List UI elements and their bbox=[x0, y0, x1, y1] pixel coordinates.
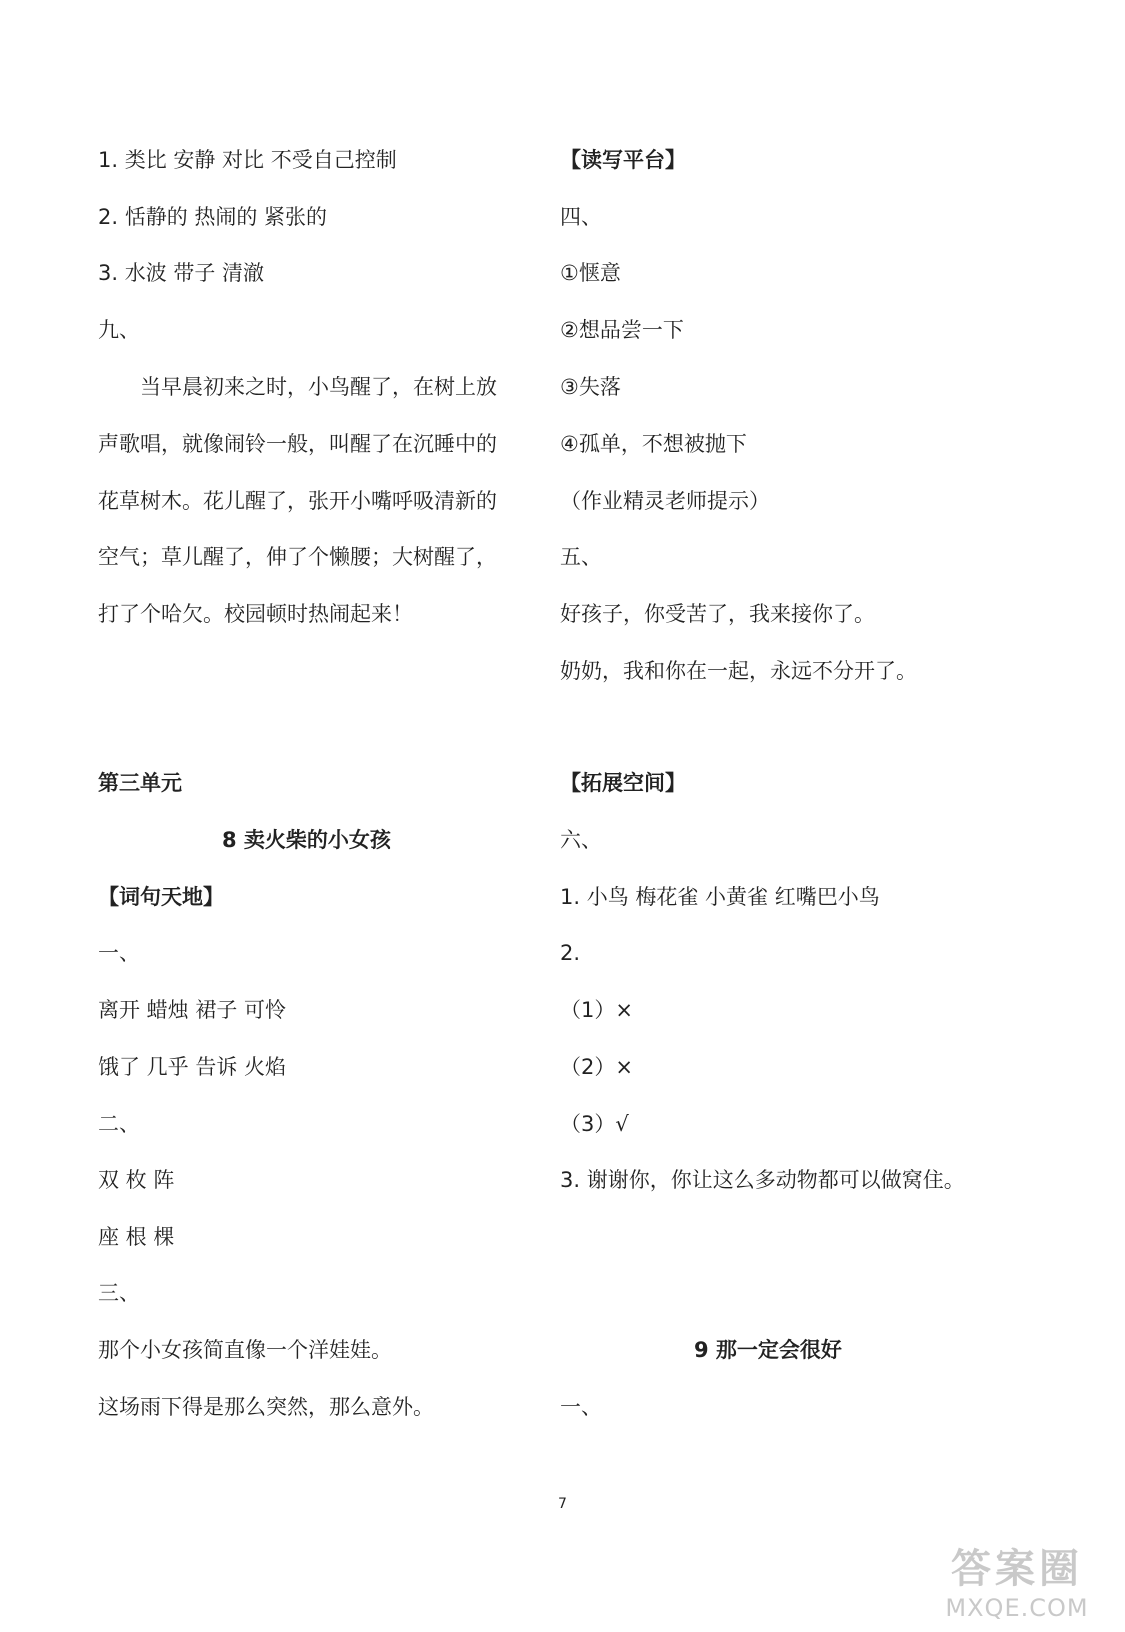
unit-heading: 第三单元 bbox=[98, 771, 182, 795]
paragraph-line: 当早晨初来之时，小鸟醒了，在树上放 bbox=[140, 375, 497, 399]
answer-line: 那个小女孩简直像一个洋娃娃。 bbox=[98, 1338, 392, 1362]
section-number: 一、 bbox=[560, 1395, 602, 1419]
paragraph-line: 声歌唱，就像闹铃一般，叫醒了在沉睡中的 bbox=[98, 432, 497, 456]
answer-line: （1）× bbox=[560, 998, 633, 1022]
section-heading: 【拓展空间】 bbox=[560, 771, 686, 795]
answer-line: ②想品尝一下 bbox=[560, 318, 684, 342]
paragraph-line: 空气；草儿醒了，伸了个懒腰；大树醒了， bbox=[98, 545, 497, 569]
answer-line: 1. 小鸟 梅花雀 小黄雀 红嘴巴小鸟 bbox=[560, 885, 880, 909]
answer-line: （3）√ bbox=[560, 1112, 629, 1136]
answer-line: 饿了 几乎 告诉 火焰 bbox=[98, 1055, 287, 1079]
page-number: 7 bbox=[558, 1496, 567, 1512]
section-number: 三、 bbox=[98, 1281, 140, 1305]
section-number: 四、 bbox=[560, 205, 602, 229]
answer-line: 2. 恬静的 热闹的 紧张的 bbox=[98, 205, 328, 229]
section-number: 二、 bbox=[98, 1112, 140, 1136]
watermark-text: 答案圈 bbox=[951, 1546, 1083, 1592]
answer-line: ①惬意 bbox=[560, 261, 621, 285]
answer-line: （2）× bbox=[560, 1055, 633, 1079]
answer-line: 双 枚 阵 bbox=[98, 1168, 175, 1192]
answer-line: 座 根 棵 bbox=[98, 1225, 175, 1249]
hint-note: （作业精灵老师提示） bbox=[560, 489, 770, 513]
paragraph-line: 打了个哈欠。校园顿时热闹起来！ bbox=[98, 602, 413, 626]
answer-line: ③失落 bbox=[560, 375, 621, 399]
section-number: 一、 bbox=[98, 941, 140, 965]
answer-line: 2. bbox=[560, 941, 581, 965]
lesson-title: 9 那一定会很好 bbox=[694, 1338, 842, 1362]
answer-line: 好孩子，你受苦了，我来接你了。 bbox=[560, 602, 875, 626]
answer-line: 这场雨下得是那么突然，那么意外。 bbox=[98, 1395, 434, 1419]
answer-line: 3. 水波 带子 清澈 bbox=[98, 261, 265, 285]
paragraph-line: 花草树木。花儿醒了，张开小嘴呼吸清新的 bbox=[98, 489, 497, 513]
section-number: 六、 bbox=[560, 828, 602, 852]
section-number: 九、 bbox=[98, 318, 140, 342]
section-number: 五、 bbox=[560, 545, 602, 569]
section-heading: 【词句天地】 bbox=[98, 885, 224, 909]
lesson-title: 8 卖火柴的小女孩 bbox=[222, 828, 391, 852]
answer-line: ④孤单，不想被抛下 bbox=[560, 432, 747, 456]
answer-line: 1. 类比 安静 对比 不受自己控制 bbox=[98, 148, 397, 172]
watermark-domain: MXQE.COM bbox=[945, 1594, 1089, 1622]
answer-line: 3. 谢谢你，你让这么多动物都可以做窝住。 bbox=[560, 1168, 965, 1192]
section-heading: 【读写平台】 bbox=[560, 148, 686, 172]
watermark-logo bbox=[917, 1545, 1117, 1629]
answer-line: 离开 蜡烛 裙子 可怜 bbox=[98, 998, 287, 1022]
answer-line: 奶奶，我和你在一起，永远不分开了。 bbox=[560, 659, 917, 683]
